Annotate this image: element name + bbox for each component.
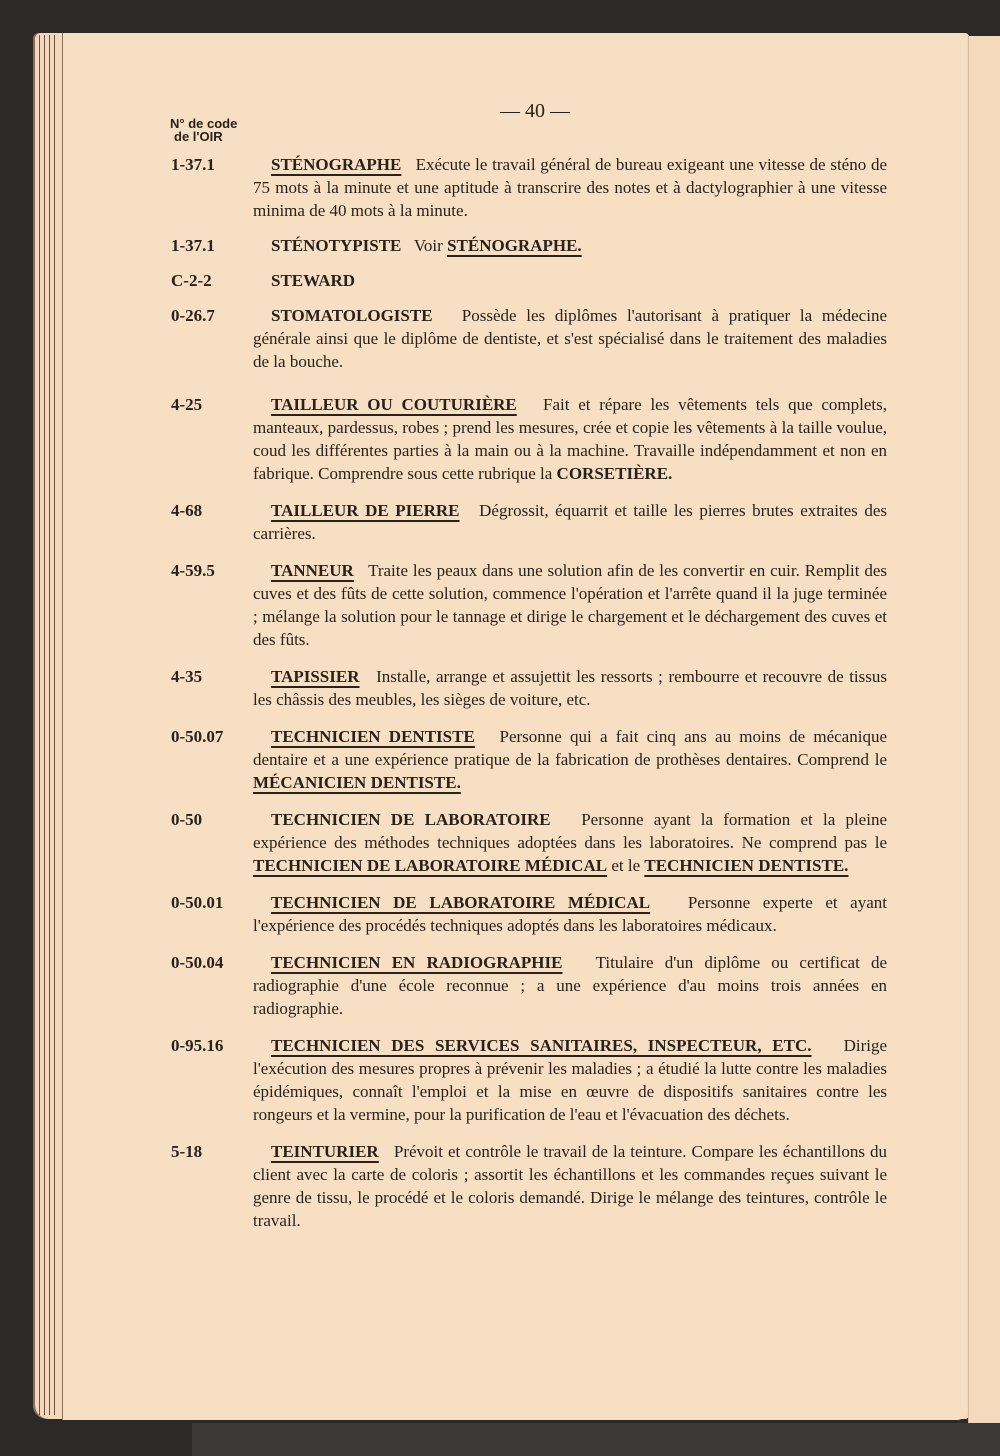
- entry-description: Voir: [413, 236, 443, 255]
- entry-term: TECHNICIEN DE LABORATOIRE: [271, 810, 551, 829]
- entry-cross-reference: TECHNICIEN DE LABORATOIRE MÉDICAL: [253, 856, 608, 875]
- entry-body: [253, 665, 887, 711]
- entry-description: Possède les diplômes l'autorisant à pratiquer la médecine générale ainsi que le diplôme de dentiste, et s'est spécialisé dans le traitement des maladies de la bouche.: [253, 306, 888, 371]
- entry-body: [253, 725, 887, 794]
- entry-body: [253, 1140, 887, 1232]
- entry-code: 0-50: [171, 810, 203, 829]
- entry-code: 4-35: [171, 667, 203, 686]
- entry-row: [171, 499, 887, 545]
- entry-description: Fait et répare les vêtements tels que complets, manteaux, pardessus, robes ; prend les mesures, crée et copie les vêtements à la taille voulue, coud les différentes parties à la main ou à la machine. Travaille indépendamment et non en fabrique. Comprendre sous cette rubrique la: [253, 395, 888, 483]
- facing-page-edge: [968, 36, 1000, 1426]
- entry-body: [253, 234, 887, 257]
- entry-row: [171, 304, 887, 373]
- entry-description: Personne qui a fait cinq ans au moins de mécanique dentaire et a une expérience pratique de la fabrication de prothèses dentaires. Comprend le: [253, 727, 887, 769]
- entry-term: TAPISSIER: [271, 667, 360, 686]
- entry-code: 0-50.01: [171, 893, 224, 912]
- entry-row: [171, 393, 887, 485]
- entry-description: Installe, arrange et assujettit les ressorts ; rembourre et recouvre de tissus les châssis des meubles, les sièges de voiture, etc.: [253, 667, 887, 709]
- entry-description: Dégrossit, équarrit et taille les pierres brutes extraites des carrières.: [253, 501, 888, 543]
- entry-body: [253, 269, 887, 292]
- entry-row: [171, 665, 887, 711]
- entry-term: TEINTURIER: [271, 1142, 379, 1161]
- entry-description: Dirige l'exécution des mesures propres à prévenir les maladies ; a étudié la lutte contre les maladies épidémiques, connaît l'emploi et la mise en œuvre de dispositifs sanitaires contre les rongeurs et la vermine, pour la purification de l'eau et l'évacuation des déchets.: [253, 1036, 887, 1124]
- entry-code: 5-18: [171, 1142, 203, 1161]
- page-number: — 40 —: [500, 100, 570, 122]
- entry-body: [253, 499, 887, 545]
- entry-cross-reference: MÉCANICIEN DENTISTE.: [253, 773, 461, 792]
- entry-row: [171, 234, 887, 257]
- entry-description: Prévoit et contrôle le travail de la teinture. Compare les échantillons du client avec la carte de coloris ; assortit les échantillons et les commandes reçues suivant le genre de tissu, le procédé et le coloris demandé. Dirige le mélange des teintures, contrôle le travail.: [253, 1142, 888, 1230]
- entry-code: 4-59.5: [171, 561, 215, 580]
- entry-code: 1-37.1: [171, 155, 215, 174]
- entry-term: TECHNICIEN DE LABORATOIRE MÉDICAL: [271, 893, 651, 912]
- entry-cross-reference: TECHNICIEN DENTISTE.: [644, 856, 849, 875]
- entry-body: [253, 808, 887, 877]
- entry-row: [171, 891, 887, 937]
- entry-body: [253, 304, 887, 373]
- entry-row: [171, 269, 887, 292]
- page-edge-line: [39, 35, 40, 1415]
- entry-code: 4-68: [171, 501, 203, 520]
- code-column-header: [170, 117, 237, 143]
- entry-code: 1-37.1: [171, 236, 215, 255]
- entry-body: [253, 891, 887, 937]
- page-edge-line: [49, 35, 50, 1415]
- entry-description: Titulaire d'un diplôme ou certificat de radiographie d'une école reconnue ; a une expérience d'au moins trois années en radiographie.: [253, 953, 887, 1018]
- entry-row: [171, 1140, 887, 1232]
- entry-row: [171, 559, 887, 651]
- entry-row: [171, 1034, 887, 1126]
- entry-term: TAILLEUR OU COUTURIÈRE: [271, 395, 517, 414]
- entry-term: TECHNICIEN DENTISTE: [271, 727, 475, 746]
- entry-term: TANNEUR: [271, 561, 354, 580]
- entry-description-continued: et le: [611, 856, 641, 875]
- entry-row: [171, 808, 887, 877]
- entry-description: Exécute le travail général de bureau exigeant une vitesse de sténo de 75 mots à la minute et une aptitude à transcrire des notes et à dactylographier à une vitesse minima de 40 mots à la minute.: [253, 155, 888, 220]
- entry-body: [253, 559, 887, 651]
- page-edge-line: [44, 35, 45, 1415]
- entry-term: TECHNICIEN EN RADIOGRAPHIE: [271, 953, 563, 972]
- entry-description: Personne ayant la formation et la pleine expérience des méthodes techniques adoptées dans les laboratoires. Ne comprend pas le: [253, 810, 887, 852]
- entry-body: [253, 153, 887, 222]
- entry-code: C-2-2: [171, 271, 212, 290]
- page-edge-line: [54, 35, 55, 1415]
- entry-body: [253, 951, 887, 1020]
- entry-description: Personne experte et ayant l'expérience des procédés techniques adoptés dans les laboratoires médicaux.: [253, 893, 887, 935]
- entry-term: TAILLEUR DE PIERRE: [271, 501, 460, 520]
- entry-code: 0-50.07: [171, 727, 224, 746]
- code-column-label-line2: de l'OIR: [174, 129, 223, 144]
- entry-row: [171, 951, 887, 1020]
- entry-term: STÉNOGRAPHE: [271, 155, 402, 174]
- entry-code: 0-26.7: [171, 306, 215, 325]
- entry-code: 4-25: [171, 395, 203, 414]
- entry-list: [171, 153, 887, 1232]
- entry-bold-reference: CORSETIÈRE.: [556, 464, 673, 483]
- entry-code: 0-50.04: [171, 953, 224, 972]
- background-shadow: [192, 1423, 1000, 1456]
- entry-body: [253, 393, 887, 485]
- entry-row: [171, 153, 887, 222]
- entry-term: STÉNOTYPISTE: [271, 236, 402, 255]
- entry-code: 0-95.16: [171, 1036, 224, 1055]
- code-column-label-line1: N° de code: [170, 116, 238, 131]
- entry-term: STEWARD: [271, 271, 356, 290]
- entry-body: [253, 1034, 887, 1126]
- entry-term: TECHNICIEN DES SERVICES SANITAIRES, INSPECTEUR, ETC.: [271, 1036, 812, 1055]
- entry-description: Traite les peaux dans une solution afin de les convertir en cuir. Remplit des cuves et des fûts de cette solution, commence l'opération et l'arrête quand il la juge terminée ; mélange la solution pour le tannage et dirige le chargement et le déchargement des cuves et des fûts.: [253, 561, 887, 649]
- entry-cross-reference: STÉNOGRAPHE.: [447, 236, 582, 255]
- entry-row: [171, 725, 887, 794]
- entry-term: STOMATOLOGISTE: [271, 306, 433, 325]
